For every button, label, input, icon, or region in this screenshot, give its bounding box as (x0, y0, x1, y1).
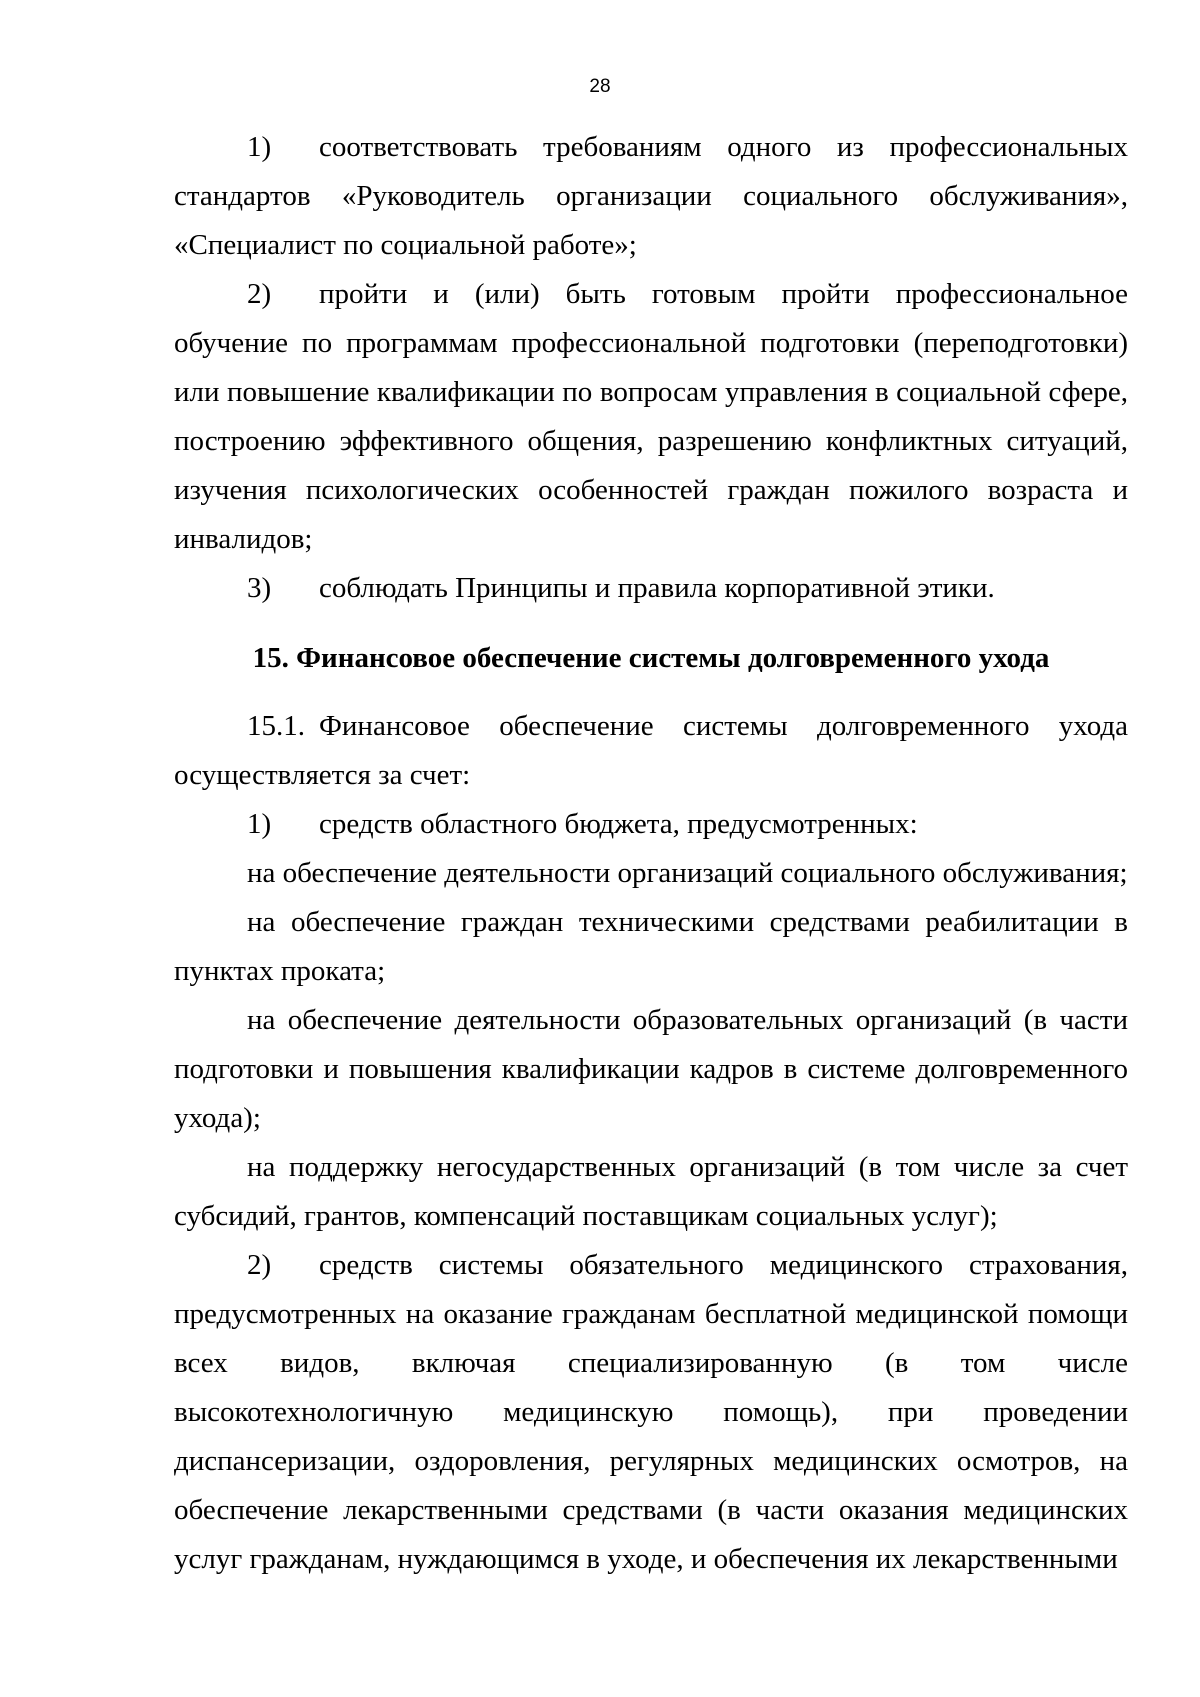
list-item-text: средств областного бюджета, предусмотренных: (319, 808, 918, 840)
list-item-number: 2) (247, 278, 272, 310)
funding-item-2 (174, 1241, 1128, 1584)
section-heading: 15. Финансовое обеспечение системы долговременного ухода (252, 642, 1050, 674)
funding-subitem-2: на обеспечение граждан техническими средствами реабилитации в пунктах проката; (174, 906, 1128, 987)
paragraph-text: Финансовое обеспечение системы долговременного ухода осуществляется за счет: (174, 710, 1128, 791)
list-item-3 (174, 564, 1128, 613)
funding-subitem-3: на обеспечение деятельности образовательных организаций (в части подготовки и повышения квалификации кадров в системе долговременного ухода); (174, 1004, 1128, 1134)
page-number: 28 (589, 76, 611, 97)
document-body (174, 123, 1128, 1584)
paragraph-number: 15.1. (247, 710, 305, 742)
funding-subitem-4: на поддержку негосударственных организаций (в том числе за счет субсидий, грантов, компенсаций поставщикам социальных услуг); (174, 1151, 1128, 1232)
paragraph-15-1 (174, 702, 1128, 800)
list-item-1 (174, 123, 1128, 270)
list-item-number: 1) (247, 131, 272, 163)
list-item-text: соблюдать Принципы и правила корпоративной этики. (319, 572, 995, 604)
list-item-number: 1) (247, 808, 272, 840)
list-item-text: пройти и (или) быть готовым пройти профессиональное обучение по программам профессиональной подготовки (переподготовки) или повышение квалификации по вопросам управления в социальной сфере, построению эффективного общения, разрешению конфликтных ситуаций, изучения психологических особенностей граждан пожилого возраста и инвалидов; (174, 278, 1128, 555)
list-item-text: средств системы обязательного медицинского страхования, предусмотренных на оказание гражданам бесплатной медицинской помощи всех видов, включая специализированную (в том числе высокотехнологичную медицинскую помощь), при проведении диспансеризации, оздоровления, регулярных медицинских осмотров, на обеспечение лекарственными средствами (в части оказания медицинских услуг гражданам, нуждающимся в уходе, и обеспечения их лекарственными (174, 1249, 1128, 1575)
list-item-number: 3) (247, 572, 272, 604)
list-item-number: 2) (247, 1249, 272, 1281)
funding-subitem-1: на обеспечение деятельности организаций социального обслуживания; (247, 857, 1128, 889)
funding-item-1 (174, 800, 1128, 849)
list-item-text: соответствовать требованиям одного из профессиональных стандартов «Руководитель организации социального обслуживания», «Специалист по социальной работе»; (174, 131, 1128, 261)
list-item-2 (174, 270, 1128, 564)
